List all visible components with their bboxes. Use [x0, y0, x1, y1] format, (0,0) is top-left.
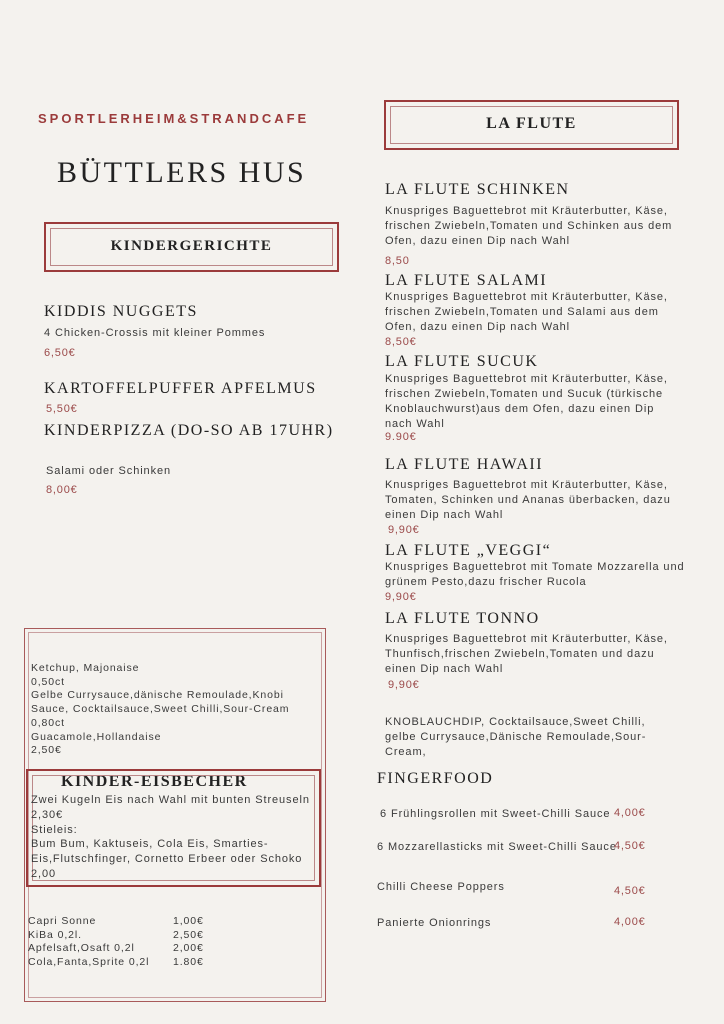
item-name: LA FLUTE „VEGGI“ [385, 542, 552, 559]
kindergerichte-header-box [44, 222, 339, 272]
item-price: 6,50€ [44, 347, 76, 359]
item-name: KARTOFFELPUFFER APFELMUS [44, 380, 317, 397]
eis-desc: Zwei Kugeln Eis nach Wahl mit bunten Streuseln [31, 794, 310, 806]
item-name: 6 Frühlingsrollen mit Sweet-Chilli Sauce [380, 808, 611, 820]
drink-row [28, 929, 204, 943]
item-name: LA FLUTE TONNO [385, 610, 540, 627]
drink-name: Cola,Fanta,Sprite 0,2l [28, 956, 150, 969]
item-name: KINDERPIZZA (DO-SO AB 17UHR) [44, 422, 334, 439]
item-desc: Knuspriges Baguettebrot mit Kräuterbutter, Käse, Thunfisch,frischen Zwiebeln,Tomaten und dazu einen Dip nach Wahl [385, 633, 668, 675]
section-title: KINDERGERICHTE [110, 238, 273, 254]
item-price: 4,50€ [614, 885, 646, 897]
item-price: 8,50 [385, 255, 410, 267]
item-price: 9,90€ [388, 679, 420, 691]
item-desc: 4 Chicken-Crossis mit kleiner Pommes [44, 327, 266, 339]
stieleis-desc: Bum Bum, Kaktuseis, Cola Eis, Smarties-Eis,Flutschfinger, Cornetto Erbeer oder Schoko [31, 838, 303, 866]
drink-name: Apfelsaft,Osaft 0,2l [28, 942, 135, 955]
item-name: 6 Mozzarellasticks mit Sweet-Chilli Sauce [377, 841, 617, 853]
item-name: LA FLUTE SUCUK [385, 353, 539, 370]
section-title: LA FLUTE [486, 115, 577, 132]
drink-name: Capri Sonne [28, 915, 97, 927]
sauce-price: 2,50€ [31, 744, 62, 757]
drink-row [28, 942, 204, 956]
stieleis-label: Stieleis: [31, 823, 78, 836]
saucen-list [31, 662, 301, 758]
item-name: Panierte Onionrings [377, 917, 492, 929]
drink-price: 2,50€ [173, 928, 204, 941]
sauce-line: Guacamole,Hollandaise [31, 730, 162, 743]
item-price: 9,90€ [388, 524, 420, 536]
eis-details [31, 793, 321, 882]
item-price: 5,50€ [46, 403, 78, 415]
item-desc: Knuspriges Baguettebrot mit Kräuterbutter, Käse, Tomaten, Schinken und Ananas überbacken, dazu einen Dip nach Wahl [385, 479, 671, 521]
item-name: LA FLUTE SCHINKEN [385, 181, 570, 198]
stieleis-price: 2,00 [31, 867, 57, 880]
item-price: 9,90€ [385, 591, 417, 603]
item-desc: Knuspriges Baguettebrot mit Kräuterbutter, Käse, frischen Zwiebeln,Tomaten und Schinken aus dem Ofen, dazu einen Dip nach Wahl [385, 205, 673, 247]
subtitle: SPORTLERHEIM&STRANDCAFE [38, 111, 310, 126]
sauce-price: 0,80ct [31, 716, 66, 729]
sauce-line: Gelbe Currysauce,dänische Remoulade,Knobi Sauce, Cocktailsauce,Sweet Chilli,Sour-Cream [31, 689, 290, 716]
item-desc: Knuspriges Baguettebrot mit Kräuterbutter, Käse, frischen Zwiebeln,Tomaten und Sucuk (türkische Knoblauchwurst)aus dem Ofen, dazu einen Dip nach Wahl [385, 373, 668, 430]
item-desc: Knuspriges Baguettebrot mit Kräuterbutter, Käse, frischen Zwiebeln,Tomaten und Salami aus dem Ofen, dazu einen Dip nach Wahl [385, 291, 668, 333]
drinks-list [28, 915, 204, 970]
item-desc: Knuspriges Baguettebrot mit Tomate Mozzarella und grünem Pesto,dazu frischer Rucola [385, 561, 685, 588]
drink-price: 1.80€ [173, 956, 204, 969]
eis-price: 2,30€ [31, 808, 64, 821]
section-title: KINDER-EISBECHER [61, 773, 248, 790]
drink-row [28, 956, 204, 970]
eisbecher-box [26, 769, 321, 887]
item-name: KIDDIS NUGGETS [44, 303, 198, 320]
item-price: 8,50€ [385, 336, 417, 348]
item-price: 9.90€ [385, 431, 417, 443]
drink-price: 1,00€ [173, 915, 204, 927]
item-name: LA FLUTE SALAMI [385, 272, 548, 289]
dips-list: KNOBLAUCHDIP, Cocktailsauce,Sweet Chilli, gelbe Currysauce,Dänische Remoulade,Sour-Cream, [385, 716, 647, 758]
la-flute-header-box [384, 100, 679, 150]
sauce-line: Ketchup, Majonaise [31, 662, 140, 674]
item-price: 4,00€ [614, 916, 646, 928]
item-desc: Salami oder Schinken [46, 465, 172, 477]
item-name: LA FLUTE HAWAII [385, 456, 544, 473]
item-price: 4,50€ [614, 840, 646, 852]
item-price: 4,00€ [614, 807, 646, 819]
drink-price: 2,00€ [173, 942, 204, 955]
item-price: 8,00€ [46, 484, 78, 496]
section-title: FINGERFOOD [377, 770, 494, 787]
sauce-price: 0,50ct [31, 675, 66, 688]
drink-row [28, 915, 204, 929]
drink-name: KiBa 0,2l. [28, 928, 82, 941]
item-name: Chilli Cheese Poppers [377, 881, 505, 893]
restaurant-title: BÜTTLERS HUS [57, 156, 307, 189]
